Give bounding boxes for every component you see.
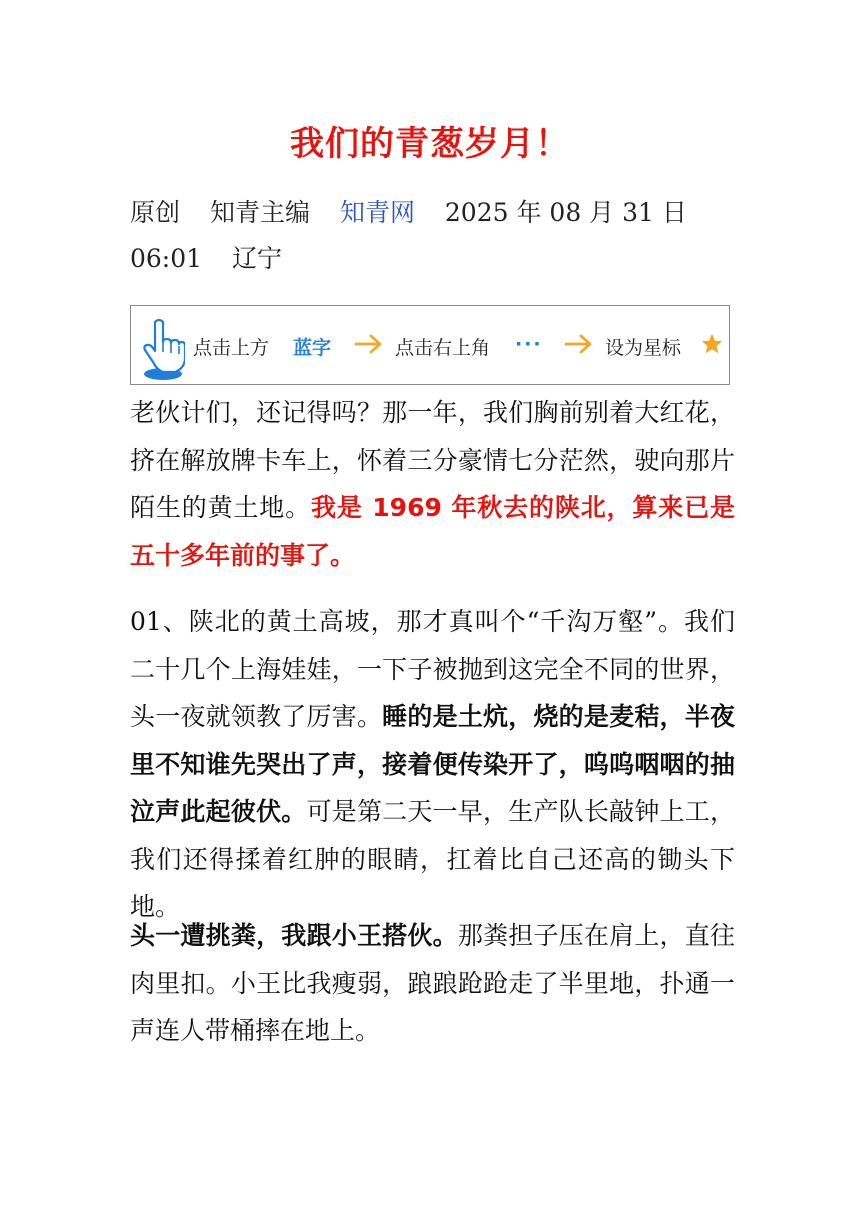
follow-guide-banner[interactable] [130, 305, 730, 385]
paragraph-section-01 [130, 598, 735, 931]
follow-step-2: 点击右上角 [395, 337, 491, 359]
star-icon [700, 332, 724, 356]
arrow-right-icon [563, 332, 595, 356]
carrying-manure-text: 那粪担子压在肩上，直往肉里扣。小王比我瘦弱，踉踉跄跄走了半里地，扑通一声连人带桶摔在地上。 [130, 921, 735, 1045]
article-meta-line [130, 193, 730, 229]
follow-step-1: 点击上方 [193, 337, 270, 359]
article-title: 我们的青葱岁月！ [290, 124, 570, 164]
hand-pointer-icon [141, 316, 185, 382]
carrying-manure-bold-text: 头一遭挑粪，我跟小王搭伙。 [130, 921, 458, 950]
author-name[interactable]: 知青主编 [209, 198, 310, 227]
source-link[interactable]: 知青网 [339, 198, 415, 227]
arrow-right-icon [353, 332, 385, 356]
publish-location: 辽宁 [232, 244, 283, 273]
follow-step-3: 设为星标 [605, 337, 682, 359]
follow-step-1-highlight[interactable]: 蓝字 [293, 337, 332, 359]
original-tag: 原创 [130, 198, 181, 227]
publish-date: 2025 年 08 月 31 日 [444, 198, 687, 227]
section-01-text-a: 01、陕北的黄土高坡，那才真叫个“千沟万壑”。我们二十几个上海娃娃，一下子被抛到这完全不同的世界，头一夜就领教了厉害。 [130, 607, 735, 731]
section-01-bold-text: 睡的是土炕，烧的是麦秸，半夜里不知谁先哭出了声，接着便传染开了，呜呜咽咽的抽泣声此起彼伏。 [130, 702, 735, 826]
paragraph-intro [130, 389, 735, 579]
paragraph-carrying-manure [130, 912, 735, 1055]
publish-time: 06:01 [130, 244, 203, 273]
section-01-text-b: 可是第二天一早，生产队长敲钟上工，我们还得揉着红肿的眼睛，扛着比自己还高的锄头下地。 [130, 797, 735, 921]
more-dots-icon[interactable]: ··· [515, 333, 543, 355]
highlight-text-red: 我是 1969 年秋去的陕北，算来已是五十多年前的事了。 [130, 493, 735, 570]
article-meta-line-2 [130, 239, 730, 275]
paragraph-intro-text: 老伙计们，还记得吗？那一年，我们胸前别着大红花，挤在解放牌卡车上，怀着三分豪情七分茫然，驶向那片陌生的黄土地。 [130, 398, 735, 522]
